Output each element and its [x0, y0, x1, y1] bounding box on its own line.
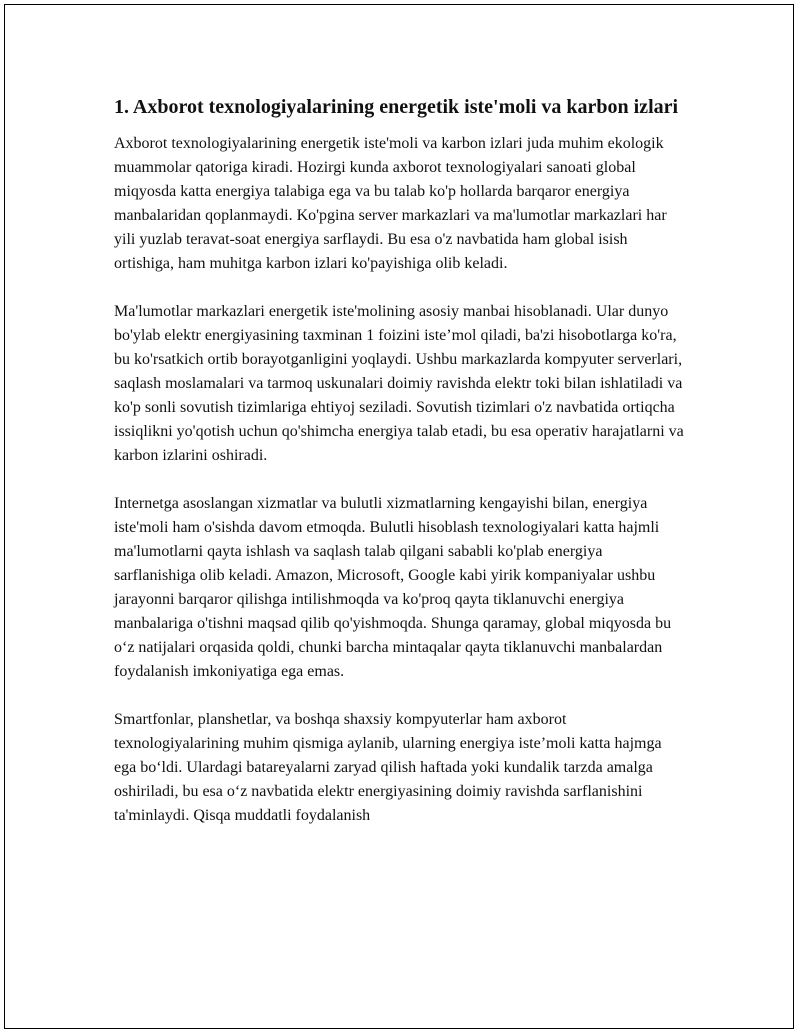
- paragraph: Internetga asoslangan xizmatlar va bulutli xizmatlarning kengayishi bilan, energiya iste'moli ham o'sishda davom etmoqda. Bulutli hisoblash texnologiyalari katta hajmli ma'lumotlarni qayta ishlash va saqlash talab qilgani sababli ko'plab energiya sarflanishiga olib keladi. Amazon, Microsoft, Google kabi yirik kompaniyalar ushbu jarayonni barqaror qilishga intilishmoqda va ko'proq qayta tiklanuvchi energiya manbalariga o'tishni maqsad qilib qo'yishmoqda. Shunga qaramay, global miqyosda bu o‘z natijalari orqasida qoldi, chunki barcha mintaqalar qayta tiklanuvchi manbalardan foydalanish imkoniyatiga ega emas.: [114, 495, 672, 680]
- paragraph: Axborot texnologiyalarining energetik iste'moli va karbon izlari juda muhim ekologik muammolar qatoriga kiradi. Hozirgi kunda axborot texnologiyalari sanoati global miqyosda katta energiya talabiga ega va bu talab ko'p hollarda barqaror energiya manbalaridan qoplanmaydi. Ko'pgina server markazlari va ma'lumotlar markazlari har yili yuzlab teravat-soat energiya sarflaydi. Bu esa o'z navbatida ham global isish ortishiga, ham muhitga karbon izlari ko'payishiga olib keladi.: [114, 135, 667, 272]
- paragraph: Ma'lumotlar markazlari energetik iste'molining asosiy manbai hisoblanadi. Ular dunyo bo'ylab elektr energiyasining taxminan 1 foizini iste’mol qiladi, ba'zi hisobotlarga ko'ra, bu ko'rsatkich ortib borayotganligini yoqlaydi. Ushbu markazlarda kompyuter serverlari, saqlash moslamalari va tarmoq uskunalari doimiy ravishda elektr toki bilan ishlatiladi va ko'p sonli sovutish tizimlariga ehtiyoj seziladi. Sovutish tizimlari o'z navbatida ortiqcha issiqlikni yo'qotish uchun qo'shimcha energiya talab etadi, bu esa operativ harajatlarni va karbon izlarini oshiradi.: [114, 303, 684, 464]
- section-heading: 1. Axborot texnologiyalarining energetik iste'moli va karbon izlari: [114, 96, 679, 118]
- document-body: [114, 94, 686, 852]
- paragraph: Smartfonlar, planshetlar, va boshqa shaxsiy kompyuterlar ham axborot texnologiyalarining muhim qismiga aylanib, ularning energiya iste’moli katta hajmga ega bo‘ldi. Ulardagi batareyalarni zaryad qilish haftada yoki kundalik tarzda amalga oshiriladi, bu esa o‘z navbatida elektr energiyasining doimiy ravishda sarflanishini ta'minlaydi. Qisqa muddatli foydalanish: [114, 711, 662, 824]
